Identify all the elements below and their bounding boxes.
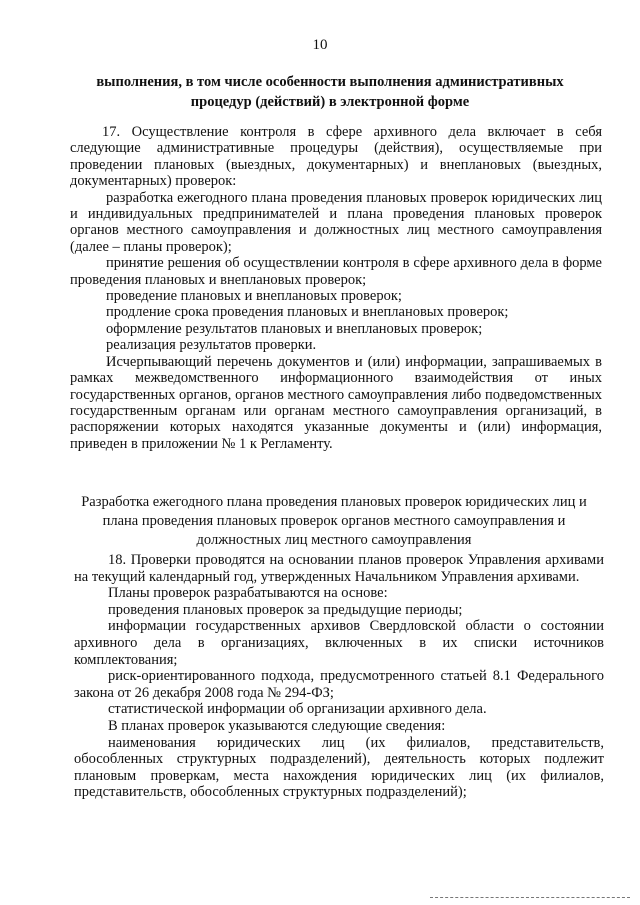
heading-line: выполнения, в том числе особенности выполнения административных [96, 74, 564, 90]
section-18 [74, 552, 604, 801]
section-17 [70, 124, 602, 452]
list-item: принятие решения об осуществлении контроля в сфере архивного дела в форме проведения плановых и внеплановых проверок; [70, 255, 602, 288]
paragraph: В планах проверок указываются следующие сведения: [108, 717, 446, 734]
list-item: риск-ориентированного подхода, предусмотренного статьей 8.1 Федерального закона от 26 декабря 2008 года № 294-ФЗ; [74, 668, 604, 701]
paragraph: Исчерпывающий перечень документов и (или) информации, запрашиваемых в рамках межведомственного информационного взаимодействия от иных государственных органов, органов местного самоуправления либо подведомственных государственным органам или органам местного самоуправления организаций, в распоряжении которых находятся указанные документы и (или) информация, приведен в приложении № 1 к Регламенту. [70, 353, 602, 452]
list-item: проведения плановых проверок за предыдущие периоды; [108, 601, 463, 618]
heading-line: плана проведения плановых проверок органов местного самоуправления и [102, 513, 566, 529]
page-bottom-mark [430, 897, 630, 900]
list-item: оформление результатов плановых и внеплановых проверок; [106, 320, 483, 337]
heading-line: процедур (действий) в электронной форме [190, 93, 470, 110]
list-item: реализация результатов проверки. [106, 337, 317, 354]
page-number: 10 [312, 37, 328, 53]
subsection-heading [60, 493, 608, 550]
list-item: разработка ежегодного плана проведения плановых проверок юридических лиц и индивидуальных предпринимателей и плана проведения плановых проверок органов местного самоуправления и должностных лиц местного самоуправления (далее – планы проверок); [70, 189, 602, 255]
list-item: продление срока проведения плановых и внеплановых проверок; [106, 304, 509, 321]
paragraph: Планы проверок разрабатываются на основе: [108, 585, 388, 602]
list-item: статистической информации об организации архивного дела. [108, 701, 487, 718]
list-item: наименования юридических лиц (их филиалов, представительств, обособленных структурных подразделений), деятельность которых подлежит плановым проверкам, места нахождения юридических лиц (их филиалов, представительств, обособленных структурных подразделений); [74, 734, 604, 801]
heading-line: Разработка ежегодного плана проведения плановых проверок юридических лиц и [81, 494, 587, 510]
paragraph: 17. Осуществление контроля в сфере архивного дела включает в себя следующие административные процедуры (действия), осуществляемые при проведении плановых (выездных, документарных) и внеплановых (выездных, документарных) проверок: [70, 124, 602, 190]
list-item: проведение плановых и внеплановых проверок; [106, 288, 402, 305]
paragraph: 18. Проверки проводятся на основании планов проверок Управления архивами на текущий календарный год, утвержденных Начальником Управления архивами. [74, 552, 604, 585]
heading-line: должностных лиц местного самоуправления [196, 532, 472, 548]
section-heading-bold [60, 73, 600, 112]
list-item: информации государственных архивов Свердловской области о состоянии архивного дела в организациях, включенных в их списки источников комплектования; [74, 618, 604, 668]
